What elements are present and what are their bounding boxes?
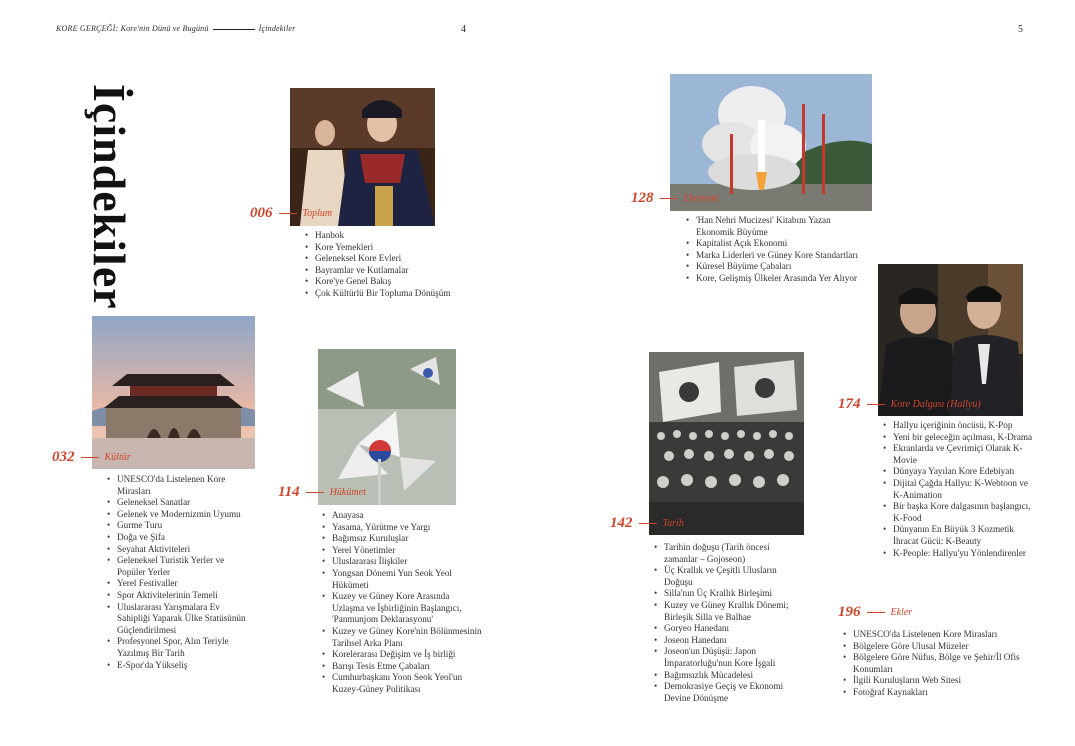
- list-item[interactable]: • Joseon'un Düşüşü: Japon İmparatorluğu'nun Kore İşgali: [654, 646, 804, 669]
- ekonomi-list: [686, 215, 858, 285]
- list-item[interactable]: • Kore Yemekleri: [305, 242, 455, 254]
- list-item[interactable]: • Yerel Yönetimler: [322, 545, 482, 557]
- section-name: Toplum: [302, 208, 333, 219]
- list-item[interactable]: • Silla'nın Üç Krallık Birleşimi: [654, 588, 804, 600]
- running-header: [56, 24, 295, 33]
- list-item[interactable]: • K-People: Hallyu'yu Yönlendirenler: [883, 548, 1033, 560]
- section-dash: [660, 198, 678, 199]
- list-item[interactable]: • Seyahat Aktiviteleri: [107, 544, 255, 556]
- list-item[interactable]: • Doğa ve Şifa: [107, 532, 255, 544]
- section-dash: [867, 404, 885, 405]
- list-item[interactable]: • Korelerarası Değişim ve İş birliği: [322, 649, 482, 661]
- section-number: 196: [838, 604, 861, 620]
- list-item[interactable]: • Hallyu içeriğinin öncüsü, K-Pop: [883, 420, 1033, 432]
- section-tarih-heading[interactable]: [610, 515, 684, 532]
- list-item[interactable]: • Demokrasiye Geçiş ve Ekonomi Devine Dönüşme: [654, 681, 804, 704]
- list-item[interactable]: • Çok Kültürlü Bir Topluma Dönüşüm: [305, 288, 455, 300]
- list-item[interactable]: • Spor Aktivitelerinin Temeli: [107, 590, 255, 602]
- list-item[interactable]: • Geleneksel Sanatlar: [107, 497, 255, 509]
- list-item[interactable]: • E-Spor'da Yükseliş: [107, 660, 255, 672]
- list-item[interactable]: • Kore'ye Genel Bakış: [305, 276, 455, 288]
- list-item[interactable]: • Bayramlar ve Kutlamalar: [305, 265, 455, 277]
- ekler-list: [843, 629, 1023, 699]
- list-item[interactable]: • Tarihin doğuşu (Tarih öncesi zamanlar – Gojoseon): [654, 542, 804, 565]
- list-item[interactable]: • Üç Krallık ve Çeşitli Ulusların Doğuşu: [654, 565, 804, 588]
- section-name: Ekler: [890, 607, 913, 618]
- list-item[interactable]: • İlgili Kuruluşların Web Sitesi: [843, 675, 1023, 687]
- section-dash: [867, 612, 885, 613]
- list-item[interactable]: • Bir başka Kore dalgasının başlangıcı, K-Food: [883, 501, 1033, 524]
- kultur-photo: [92, 316, 255, 469]
- list-item[interactable]: • Anayasa: [322, 510, 482, 522]
- page-number-left: 4: [461, 24, 466, 35]
- list-item[interactable]: • Ekranlarda ve Çevrimiçi Olarak K-Movie: [883, 443, 1033, 466]
- list-item[interactable]: • Dünyaya Yayılan Kore Edebiyatı: [883, 466, 1033, 478]
- list-item[interactable]: • Yerel Festivaller: [107, 578, 255, 590]
- section-hallyu-heading[interactable]: [838, 396, 981, 413]
- section-kultur-heading[interactable]: [52, 449, 131, 466]
- list-item[interactable]: • Bölgelere Göre Nüfus, Bölge ve Şehir/İl Ofis Konumları: [843, 652, 1023, 675]
- section-toplum-heading[interactable]: [250, 205, 332, 222]
- hallyu-list: [883, 420, 1033, 559]
- list-item[interactable]: • Hanbok: [305, 230, 455, 242]
- tarih-list: [654, 542, 804, 704]
- section-dash: [306, 492, 324, 493]
- hukumet-list: [322, 510, 482, 696]
- list-item[interactable]: • Yasama, Yürütme ve Yargı: [322, 522, 482, 534]
- section-dash: [639, 523, 657, 524]
- section-name: Kültür: [104, 452, 131, 463]
- list-item[interactable]: • Kuzey ve Güney Kore'nin Bölünmesinin Tarihsel Arka Planı: [322, 626, 482, 649]
- list-item[interactable]: • Fotoğraf Kaynakları: [843, 687, 1023, 699]
- section-ekler-heading[interactable]: [838, 604, 912, 621]
- list-item[interactable]: • 'Han Nehri Mucizesi' Kitabını Yazan Ekonomik Büyüme: [686, 215, 858, 238]
- list-item[interactable]: • Barışı Tesis Etme Çabaları: [322, 661, 482, 673]
- tarih-photo: [649, 352, 804, 535]
- section-name: Ekonomi: [683, 193, 720, 204]
- page-title: İçindekiler: [84, 84, 135, 310]
- section-number: 114: [278, 484, 300, 500]
- section-name: Tarih: [662, 518, 684, 529]
- section-name: Kore Dalgası (Hallyu): [890, 399, 981, 410]
- list-item[interactable]: • Geleneksel Turistik Yerler ve Popüler Yerler: [107, 555, 255, 578]
- list-item[interactable]: • Küresel Büyüme Çabaları: [686, 261, 858, 273]
- kultur-list: [107, 474, 255, 671]
- chapter-name: İçindekiler: [258, 24, 296, 33]
- list-item[interactable]: • Joseon Hanedanı: [654, 635, 804, 647]
- list-item[interactable]: • Bağımsız Kuruluşlar: [322, 533, 482, 545]
- section-dash: [279, 213, 297, 214]
- list-item[interactable]: • Kuzey ve Güney Kore Arasında Uzlaşma ve İşbirliğinin Başlangıcı, 'Panmunjom Deklarasyonu': [322, 591, 482, 626]
- header-rule: [213, 29, 255, 30]
- list-item[interactable]: • UNESCO'da Listelenen Kore Mirasları: [843, 629, 1023, 641]
- hallyu-photo: [878, 264, 1023, 416]
- list-item[interactable]: • Dünyanın En Büyük 3 Kozmetik İhracat Gücü: K-Beauty: [883, 524, 1033, 547]
- list-item[interactable]: • Kore, Gelişmiş Ülkeler Arasında Yer Alıyor: [686, 273, 858, 285]
- list-item[interactable]: • Cumhurbaşkanı Yoon Seok Yeol'un Kuzey-Güney Politikası: [322, 672, 482, 695]
- section-name: Hükümet: [329, 487, 366, 498]
- list-item[interactable]: • Uluslararası Yarışmalara Ev Sahipliği Yaparak Ülke Statüsünün Güçlendirilmesi: [107, 602, 255, 637]
- list-item[interactable]: • Kapitalist Açık Ekonomi: [686, 238, 858, 250]
- page-number-right: 5: [1018, 24, 1023, 35]
- hukumet-photo: [318, 349, 456, 505]
- list-item[interactable]: • Gelenek ve Modernizmin Uyumu: [107, 509, 255, 521]
- list-item[interactable]: • Marka Liderleri ve Güney Kore Standartları: [686, 250, 858, 262]
- list-item[interactable]: • Geleneksel Kore Evleri: [305, 253, 455, 265]
- section-number: 174: [838, 396, 861, 412]
- list-item[interactable]: • Yeni bir geleceğin açılması, K-Drama: [883, 432, 1033, 444]
- section-number: 128: [631, 190, 654, 206]
- list-item[interactable]: • Gurme Turu: [107, 520, 255, 532]
- list-item[interactable]: • Bağımsızlık Mücadelesi: [654, 670, 804, 682]
- section-number: 006: [250, 205, 273, 221]
- list-item[interactable]: • Profesyonel Spor, Alın Teriyle Yazılmış Bir Tarih: [107, 636, 255, 659]
- section-number: 032: [52, 449, 75, 465]
- book-title: KORE GERÇEĞİ: Kore'nin Dünü ve Bugünü: [56, 24, 209, 33]
- section-dash: [81, 457, 99, 458]
- list-item[interactable]: • UNESCO'da Listelenen Kore Mirasları: [107, 474, 255, 497]
- list-item[interactable]: • Bölgelere Göre Ulusal Müzeler: [843, 641, 1023, 653]
- section-number: 142: [610, 515, 633, 531]
- list-item[interactable]: • Goryeo Hanedanı: [654, 623, 804, 635]
- section-hukumet-heading[interactable]: [278, 484, 366, 501]
- toplum-list: [305, 230, 455, 300]
- list-item[interactable]: • Uluslararası İlişkiler: [322, 556, 482, 568]
- list-item[interactable]: • Kuzey ve Güney Krallık Dönemi; Birleşik Silla ve Balhae: [654, 600, 804, 623]
- list-item[interactable]: • Yongsan Dönemi Yun Seok Yeol Hükümeti: [322, 568, 482, 591]
- list-item[interactable]: • Dijital Çağda Hallyu: K-Webtoon ve K-Animation: [883, 478, 1033, 501]
- section-ekonomi-heading[interactable]: [631, 190, 719, 207]
